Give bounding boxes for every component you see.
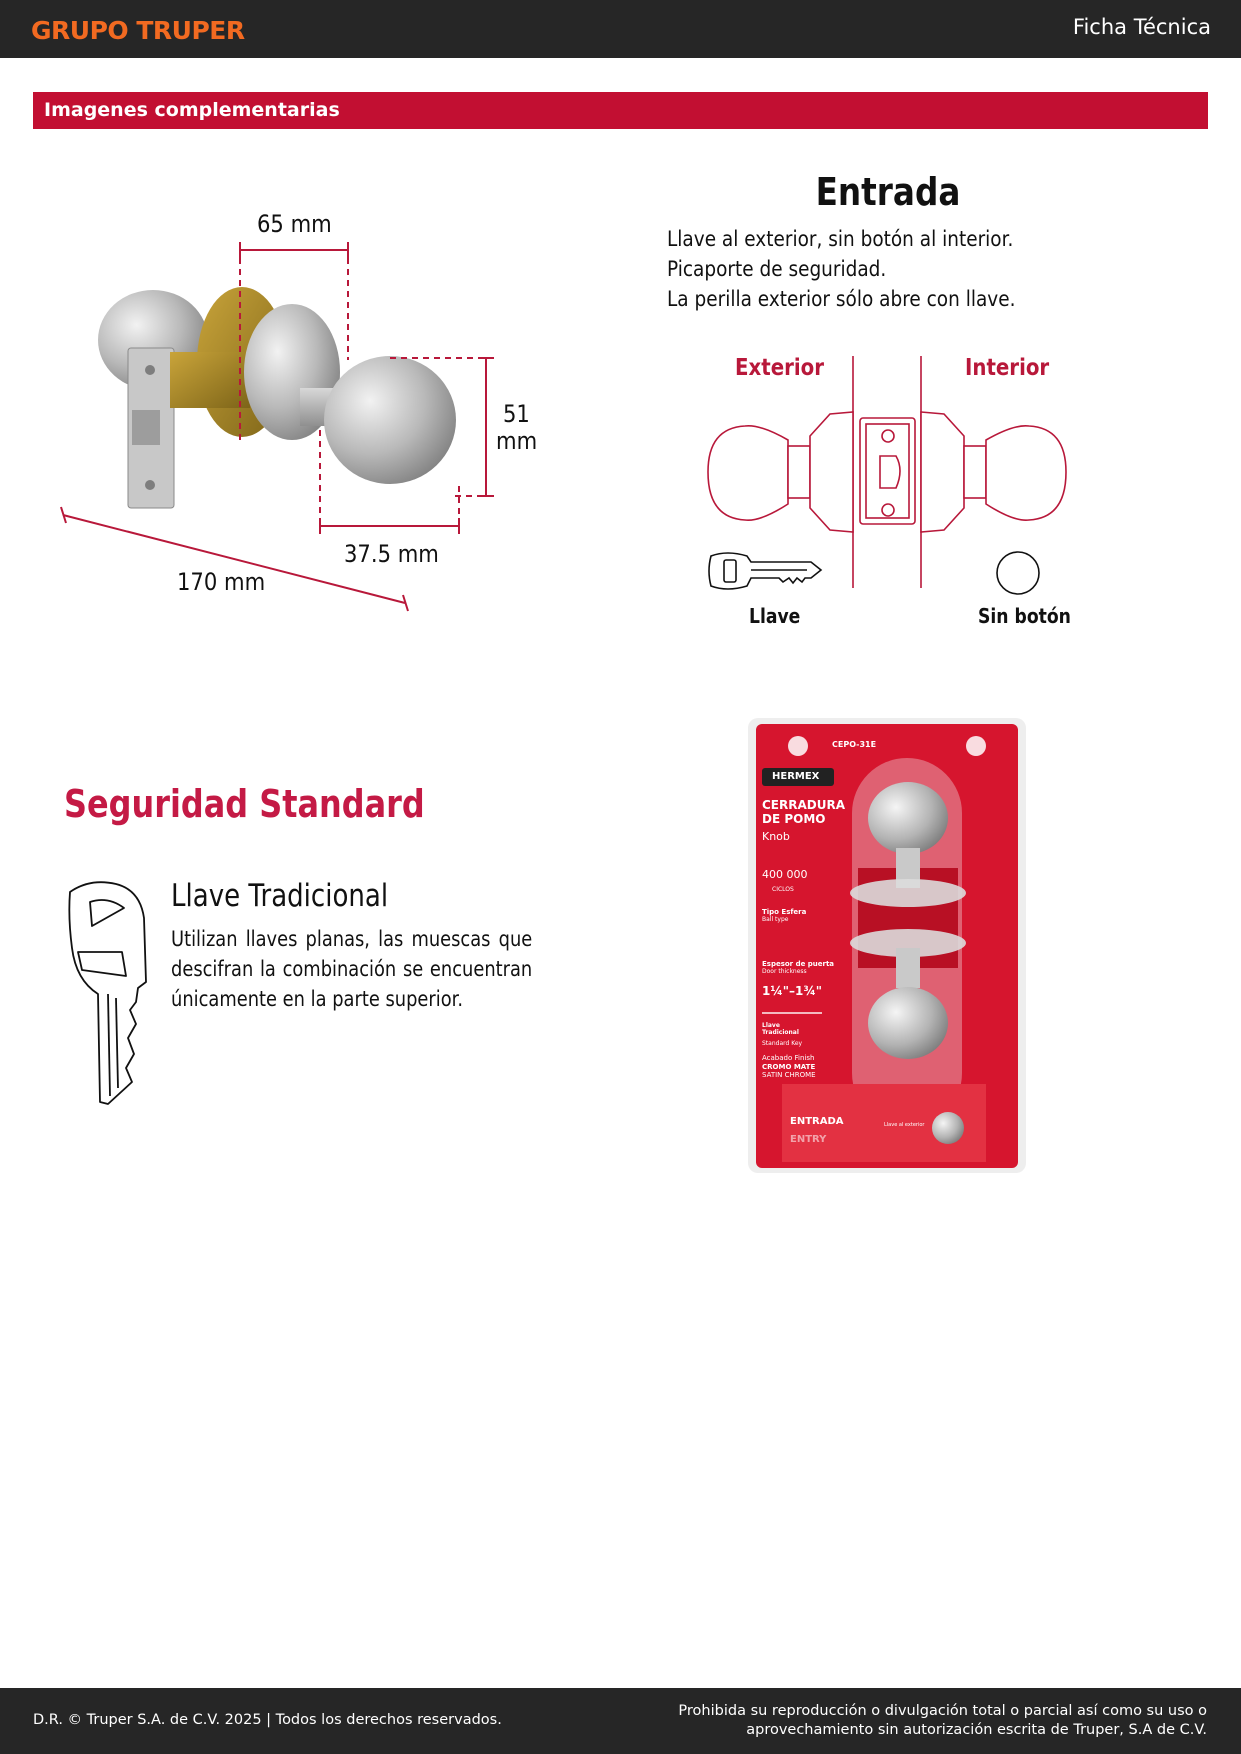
function-description xyxy=(667,224,1107,314)
header-bar xyxy=(0,0,1241,58)
height-dimension-label-line1: 51 xyxy=(503,400,530,428)
package-type-en: Ball type xyxy=(762,916,789,923)
section-header xyxy=(33,92,1208,129)
function-line: La perilla exterior sólo abre con llave. xyxy=(667,287,1016,311)
package-finish-en: SATIN CHROME xyxy=(762,1071,816,1079)
package-door-values: 1¼"–1¾" xyxy=(762,984,823,998)
product-package-image xyxy=(748,718,1026,1173)
package-product-line2: DE POMO xyxy=(762,812,826,826)
copyright-text: D.R. © Truper S.A. de C.V. 2025 | Todos los derechos reservados. xyxy=(33,1712,502,1728)
document-type: Ficha Técnica xyxy=(1072,15,1211,39)
function-title: Entrada xyxy=(815,170,961,214)
footer-bar xyxy=(0,1688,1241,1754)
key-icon xyxy=(707,550,823,594)
package-door-label: Espesor de puerta xyxy=(762,960,835,968)
legal-notice: Prohibida su reproducción o divulgación total o parcial así como su uso o aprovechamiento sin autorización escrita de Truper, S.A de C.V. xyxy=(678,1703,1207,1738)
length-dimension-label: 170 mm xyxy=(177,568,266,596)
security-title: Seguridad Standard xyxy=(64,782,425,826)
package-finish-value: CROMO MATE xyxy=(762,1063,816,1071)
brand-logo: GRUPO TRUPER xyxy=(31,16,245,45)
height-dimension-label-line2: mm xyxy=(496,427,538,455)
feature-title: Llave Tradicional xyxy=(171,878,389,914)
feature-description: Utilizan llaves planas, las muescas que descifran la combinación se encuentran únicamente en la parte superior. xyxy=(171,927,533,1011)
package-function-desc: Llave al exterior xyxy=(884,1122,925,1128)
package-cycles-label: CICLOS xyxy=(772,886,794,893)
no-button-icon xyxy=(995,550,1041,596)
package-finish-label: Acabado Finish xyxy=(762,1054,815,1062)
key-label: Llave xyxy=(749,604,801,628)
package-type-label: Tipo Esfera xyxy=(762,908,807,916)
interior-label: Interior xyxy=(965,355,1050,381)
package-function-es: ENTRADA xyxy=(790,1116,844,1127)
function-line: Llave al exterior, sin botón al interior. xyxy=(667,227,1014,251)
width-dimension-label: 65 mm xyxy=(257,210,332,238)
package-cycles: 400 000 xyxy=(762,868,808,881)
package-door-en: Door thickness xyxy=(762,968,807,975)
package-model: CEPO-31E xyxy=(832,740,877,749)
function-line: Picaporte de seguridad. xyxy=(667,257,887,281)
knob-dimension-label: 37.5 mm xyxy=(344,540,439,568)
package-product-line1: CERRADURA xyxy=(762,798,846,812)
package-product-en: Knob xyxy=(762,830,790,843)
package-key-en: Standard Key xyxy=(762,1040,803,1047)
section-title: Imagenes complementarias xyxy=(44,99,340,121)
no-button-label: Sin botón xyxy=(978,604,1071,628)
exterior-label: Exterior xyxy=(735,355,825,381)
package-function-en: ENTRY xyxy=(790,1134,827,1145)
standard-key-icon xyxy=(64,878,154,1108)
package-key-label: Llave Tradicional xyxy=(762,1022,799,1036)
package-brand: HERMEX xyxy=(772,771,820,782)
